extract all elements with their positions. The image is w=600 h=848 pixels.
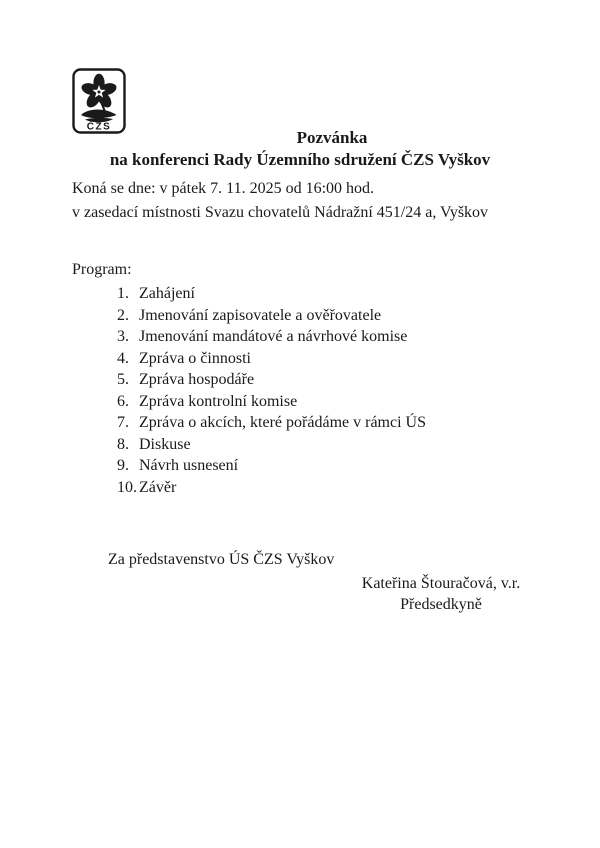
program-item — [117, 434, 426, 456]
event-details — [72, 177, 542, 225]
logo-abbreviation-text: ČZS — [86, 121, 112, 133]
program-item — [117, 412, 426, 434]
program-item-number: 8. — [117, 435, 129, 453]
document-subtitle: na konferenci Rady Územního sdružení ČZS Vyškov — [109, 150, 491, 169]
program-item — [117, 326, 426, 348]
program-item-number: 6. — [117, 392, 129, 410]
program-item — [117, 369, 426, 391]
program-item-number: 9. — [117, 457, 129, 474]
program-item-number: 2. — [117, 306, 129, 324]
program-item-text: Návrh usnesení — [139, 457, 239, 474]
program-item-number: 1. — [117, 285, 129, 302]
event-date-line: Koná se dne: v pátek 7. 11. 2025 od 16:00 hod. — [72, 180, 375, 197]
program-item-text: Zpráva hospodáře — [139, 371, 255, 388]
program-item-number: 7. — [117, 414, 129, 431]
title-block — [0, 127, 600, 171]
program-item-number: 5. — [117, 371, 129, 388]
program-item — [117, 283, 426, 305]
signature-role: Předsedkyně — [400, 596, 482, 613]
czs-flower-logo-icon — [72, 68, 126, 134]
program-item — [117, 305, 426, 327]
program-list — [117, 283, 426, 498]
program-item-text: Jmenování zapisovatele a ověřovatele — [139, 306, 382, 324]
program-item — [117, 477, 426, 499]
program-item-number: 3. — [117, 328, 129, 345]
program-item-text: Zpráva kontrolní komise — [139, 392, 298, 410]
program-item — [117, 348, 426, 370]
czs-logo — [72, 68, 126, 134]
program-item-number: 4. — [117, 349, 129, 367]
program-item-text: Zahájení — [139, 285, 195, 302]
program-item — [117, 391, 426, 413]
program-item-text: Jmenování mandátové a návrhové komise — [139, 328, 408, 345]
event-venue-line: v zasedací místnosti Svazu chovatelů Nádražní 451/24 a, Vyškov — [72, 204, 489, 221]
program-label: Program: — [72, 261, 132, 278]
program-item-number: 10. — [117, 478, 137, 496]
signature-on-behalf: Za představenstvo ÚS ČZS Vyškov — [108, 551, 335, 568]
program-item — [117, 455, 426, 477]
program-item-text: Závěr — [139, 478, 177, 496]
signature-name: Kateřina Štouračová, v.r. — [361, 575, 521, 592]
document-title: Pozvánka — [296, 128, 368, 147]
program-item-text: Zpráva o akcích, které pořádáme v rámci ÚS — [139, 414, 426, 431]
program-item-text: Zpráva o činnosti — [139, 349, 251, 367]
program-item-text: Diskuse — [139, 435, 191, 453]
